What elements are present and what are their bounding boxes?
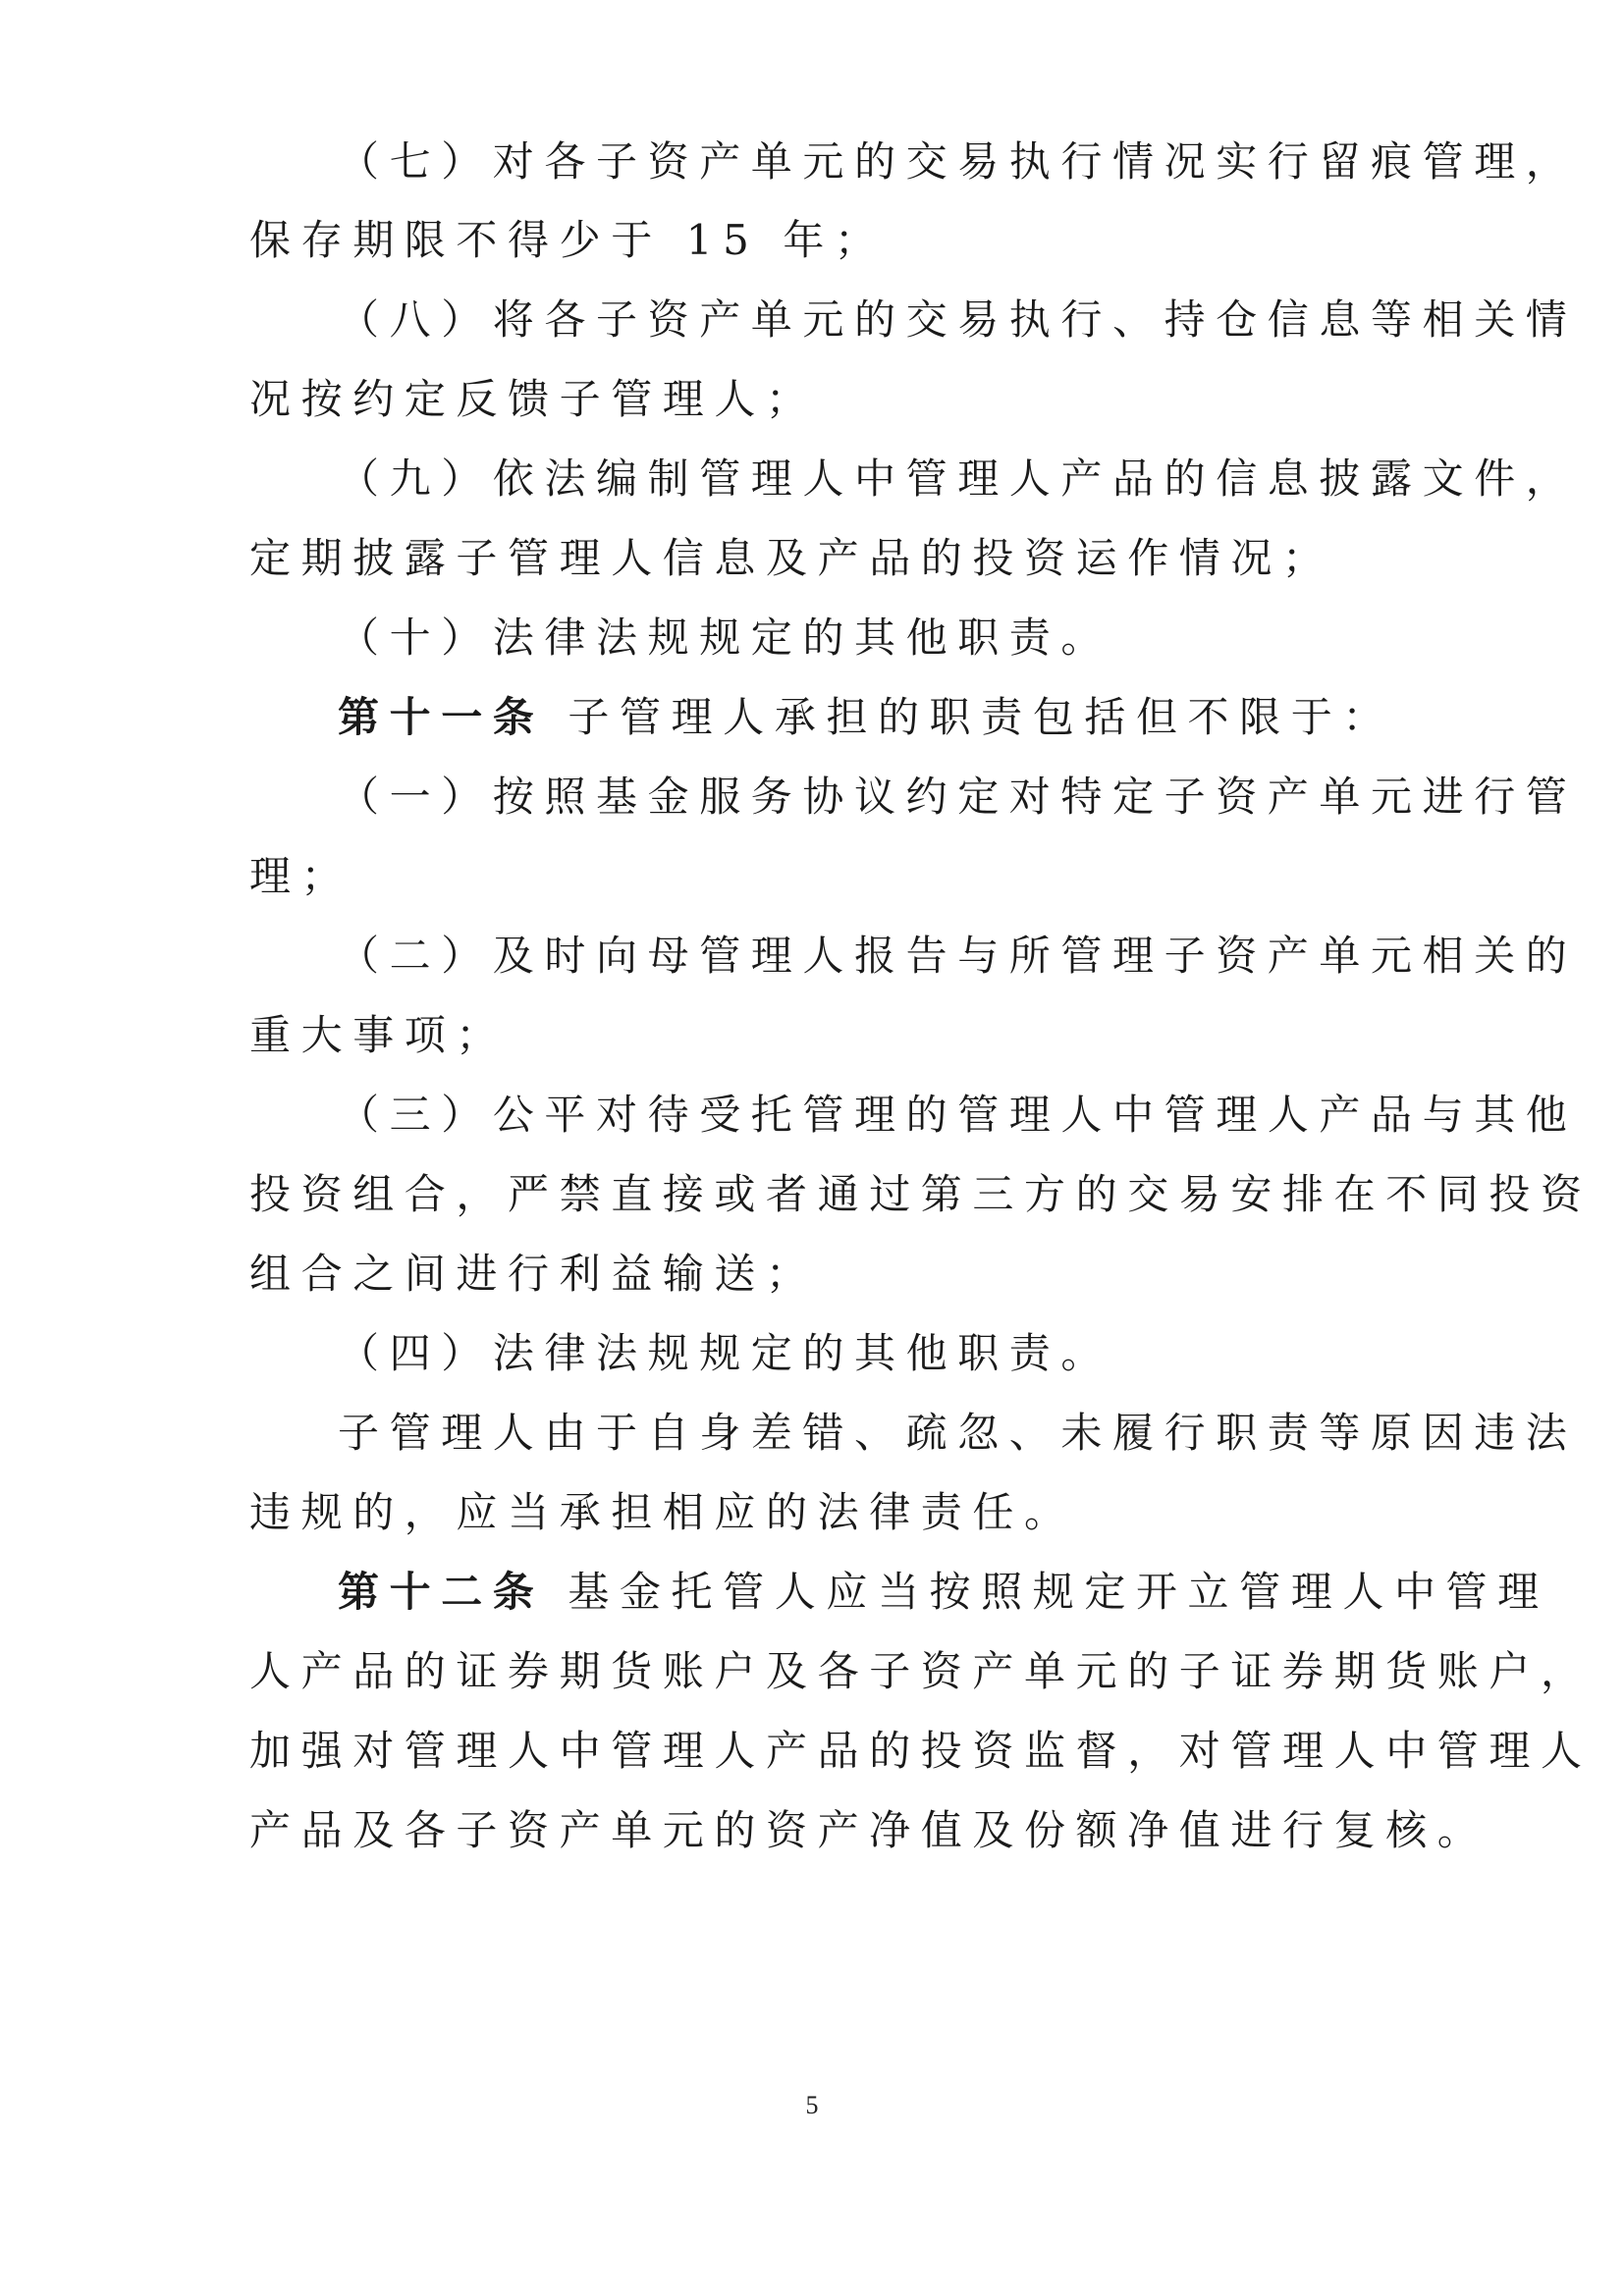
- item-7-line-2: 保存期限不得少于 15 年；: [249, 216, 887, 264]
- item-10-line: （十）法律法规规定的其他职责。: [338, 614, 1113, 662]
- article-11-item-1-line-2: 理；: [249, 852, 353, 900]
- article-11-item-2-line-1: （二）及时向母管理人报告与所管理子资产单元相关的: [338, 932, 1578, 980]
- article-12-line-1: 第十二条 基金托管人应当按照规定开立管理人中管理: [338, 1568, 1549, 1616]
- article-11-line: 第十一条 子管理人承担的职责包括但不限于：: [338, 693, 1394, 741]
- article-11-item-3-line-3: 组合之间进行利益输送；: [249, 1250, 818, 1298]
- article-12-line-4: 产品及各子资产单元的资产净值及份额净值进行复核。: [249, 1806, 1489, 1854]
- item-8-line-1: （八）将各子资产单元的交易执行、持仓信息等相关情: [338, 295, 1578, 344]
- item-9-line-2: 定期披露子管理人信息及产品的投资运作情况；: [249, 534, 1334, 582]
- page-number: 5: [805, 2091, 819, 2119]
- item-7-line-1: （七）对各子资产单元的交易执行情况实行留痕管理，: [338, 137, 1578, 186]
- article-12-heading: 第十二条: [338, 1568, 545, 1616]
- article-12-line-2: 人产品的证券期货账户及各子资产单元的子证券期货账户，: [249, 1647, 1593, 1695]
- article-11-item-1-line-1: （一）按照基金服务协议约定对特定子资产单元进行管: [338, 773, 1578, 821]
- article-11-item-4-line: （四）法律法规规定的其他职责。: [338, 1329, 1113, 1377]
- article-11-liability-line-2: 违规的，应当承担相应的法律责任。: [249, 1488, 1076, 1536]
- item-9-line-1: （九）依法编制管理人中管理人产品的信息披露文件，: [338, 454, 1578, 503]
- article-11-item-3-line-2: 投资组合，严禁直接或者通过第三方的交易安排在不同投资: [249, 1170, 1593, 1218]
- article-12-line-3: 加强对管理人中管理人产品的投资监督，对管理人中管理人: [249, 1727, 1593, 1775]
- article-11-item-2-line-2: 重大事项；: [249, 1011, 509, 1059]
- article-11-heading: 第十一条: [338, 693, 545, 741]
- item-8-line-2: 况按约定反馈子管理人；: [249, 375, 818, 423]
- article-11-item-3-line-1: （三）公平对待受托管理的管理人中管理人产品与其他: [338, 1091, 1578, 1139]
- article-11-liability-line-1: 子管理人由于自身差错、疏忽、未履行职责等原因违法: [338, 1409, 1578, 1457]
